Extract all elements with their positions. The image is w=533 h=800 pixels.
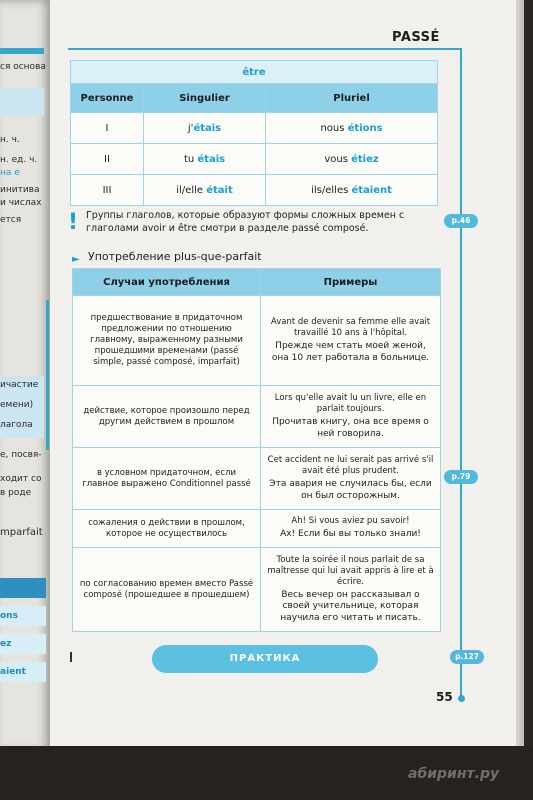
page-ref-badge[interactable]: p.127: [450, 650, 484, 664]
usage-example: [261, 386, 441, 448]
left-page-fragment: н. ч.: [0, 135, 20, 145]
left-page-rule: [0, 48, 44, 54]
verb-form: étais: [193, 122, 222, 134]
tick-mark: [70, 652, 72, 662]
left-page-ending: ez: [0, 634, 46, 654]
watermark: абиринт.ру: [408, 766, 500, 782]
example-french: Ah! Si vous aviez pu savoir!: [291, 516, 410, 527]
table-row: [73, 296, 441, 386]
left-page-fragment: и числах: [0, 198, 42, 208]
person-cell: I: [71, 113, 144, 144]
example-french: Lors qu'elle avait lu un livre, elle en parlait toujours.: [274, 393, 427, 414]
bullet-arrow-icon: ►: [72, 254, 80, 265]
pronoun: ils/elles: [311, 184, 352, 196]
left-page-side-rule: [46, 300, 49, 450]
left-page-fragment: в роде: [0, 488, 32, 498]
usage-example: [261, 296, 441, 386]
page-number-dot: [458, 695, 465, 702]
example-french: Toute la soirée il nous parlait de sa maîtresse qui lui avait appris à lire et à écrire.: [267, 554, 434, 587]
left-page-fragment: ся основа: [0, 62, 46, 72]
left-page-fragment: емени): [0, 400, 34, 410]
verb-form: était: [206, 184, 233, 196]
table-row: [73, 386, 441, 448]
table-row: [71, 113, 438, 144]
left-page-ending: ons: [0, 606, 46, 626]
example-russian: Весь вечер он рассказывал о своей учительнице, которая научила его читать и писать.: [280, 589, 421, 623]
usage-case: предшествование в придаточном предложении по отношению главному, выраженному разными прошедшими временами (passé simple, passé composé, imparfait): [73, 296, 261, 386]
left-page-shade: [0, 88, 44, 116]
person-cell: II: [71, 144, 144, 175]
column-header: Singulier: [144, 84, 266, 113]
plural-cell: [266, 113, 438, 144]
page-ref-badge[interactable]: p.46: [444, 214, 478, 228]
verb-form: étaient: [351, 184, 392, 196]
left-page-fragment: н. ед. ч.: [0, 155, 38, 165]
left-page-table-header: [0, 578, 46, 598]
example-russian: Прочитав книгу, она все время о ней говорила.: [272, 417, 429, 439]
plural-cell: [266, 144, 438, 175]
singular-cell: [144, 175, 266, 206]
usage-table: [72, 268, 441, 632]
table-row: [73, 548, 441, 632]
note-text: Группы глаголов, которые образуют формы сложных времен с глаголами avoir и être смотри в разделе passé composé.: [86, 210, 405, 234]
usage-heading: Употребление plus-que-parfait: [88, 250, 262, 263]
pronoun: nous: [320, 122, 348, 134]
verb-form: étions: [347, 122, 383, 134]
column-header: Personne: [71, 84, 144, 113]
etre-table-title: être: [71, 61, 438, 84]
table-row: [71, 144, 438, 175]
margin-rule: [460, 48, 462, 696]
usage-case: по согласованию времен вместо Passé composé (прошедшее в прошедшем): [73, 548, 261, 632]
example-russian: Ах! Если бы вы только знали!: [280, 529, 421, 540]
verb-form: étiez: [351, 153, 379, 165]
usage-case: в условном придаточном, если главное выражено Conditionnel passé: [73, 448, 261, 510]
table-row: [73, 448, 441, 510]
left-page-ending: aient: [0, 662, 46, 682]
left-page-fragment: ходит со: [0, 474, 42, 484]
example-russian: Эта авария не случилась бы, если он был осторожным.: [269, 479, 432, 501]
singular-cell: [144, 113, 266, 144]
left-page: [0, 0, 52, 752]
page-ref-badge[interactable]: p.79: [444, 470, 478, 484]
example-french: Cet accident ne lui serait pas arrivé s'il avait été plus prudent.: [267, 455, 434, 476]
table-row: [71, 175, 438, 206]
left-page-fragment: лагола: [0, 420, 33, 430]
pronoun: j': [187, 122, 194, 134]
usage-case: действие, которое произошло перед другим действием в прошлом: [73, 386, 261, 448]
singular-cell: [144, 144, 266, 175]
left-page-fragment: ичастие: [0, 380, 39, 390]
left-page-fragment: mparfait: [0, 527, 43, 538]
usage-example: [261, 510, 441, 548]
practice-button[interactable]: ПРАКТИКА: [152, 645, 378, 673]
page-number: 55: [436, 690, 453, 704]
left-page-fragment: инитива: [0, 185, 40, 195]
usage-example: [261, 548, 441, 632]
pronoun: tu: [183, 153, 198, 165]
left-page-fragment: на е: [0, 168, 20, 178]
exclamation-icon: !: [68, 210, 79, 235]
column-header: Примеры: [261, 269, 441, 296]
verb-form: étais: [197, 153, 226, 165]
table-row: [73, 510, 441, 548]
column-header: Случаи употребления: [73, 269, 261, 296]
etre-conjugation-table: [70, 60, 438, 206]
example-french: Avant de devenir sa femme elle avait travaillé 10 ans à l'hôpital.: [270, 317, 431, 338]
usage-case: сожаления о действии в прошлом, которое не осуществилось: [73, 510, 261, 548]
plural-cell: [266, 175, 438, 206]
pronoun: vous: [324, 153, 352, 165]
example-russian: Прежде чем стать моей женой, она 10 лет работала в больнице.: [271, 341, 430, 363]
section-title: PASSÉ: [392, 30, 440, 45]
person-cell: III: [71, 175, 144, 206]
left-page-fragment: ется: [0, 215, 22, 225]
page-edge: [516, 0, 524, 748]
left-page-fragment: е, посвя-: [0, 450, 42, 460]
pronoun: il/elle: [176, 184, 207, 196]
header-rule: [68, 48, 462, 50]
column-header: Pluriel: [266, 84, 438, 113]
usage-example: [261, 448, 441, 510]
